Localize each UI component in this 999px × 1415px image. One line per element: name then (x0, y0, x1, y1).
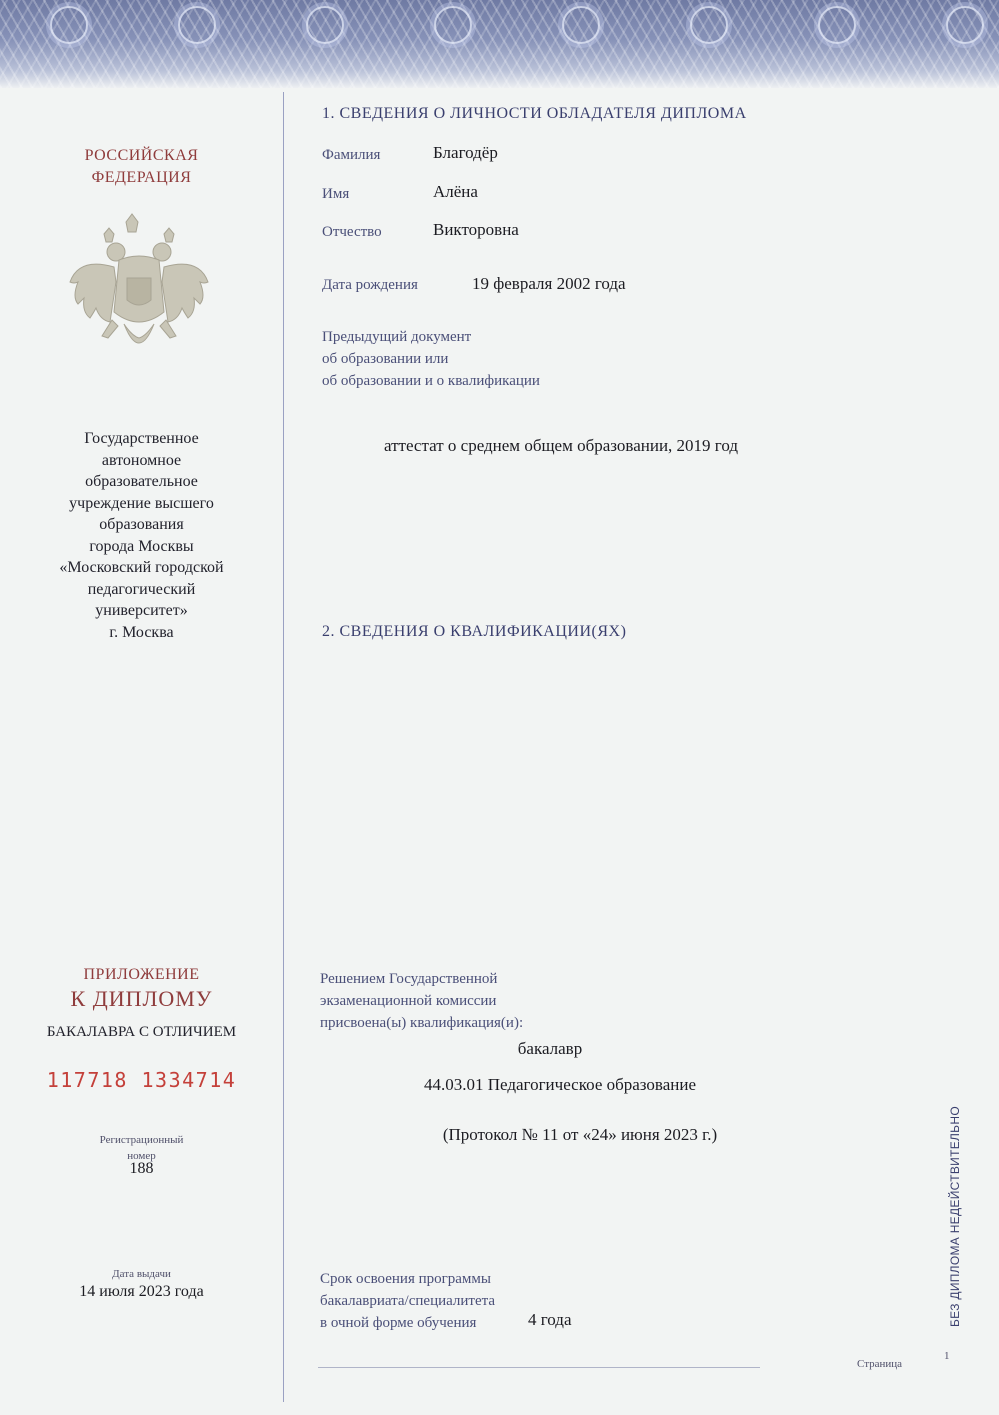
country-line: ФЕДЕРАЦИЯ (91, 169, 192, 186)
surname-label: Фамилия (322, 147, 381, 163)
duration-label-line: бакалавриата/специалитета (320, 1293, 496, 1309)
page-number: 1 (944, 1350, 950, 1362)
organization-line: педагогический (87, 580, 196, 598)
duration-label-line: в очной форме обучения (320, 1315, 477, 1331)
patronymic-value: Викторовна (433, 220, 519, 239)
rosette-ornament (178, 6, 216, 44)
duration-label-line: Срок освоения программы (320, 1271, 491, 1287)
appendix-title: ПРИЛОЖЕНИЕ (83, 966, 200, 983)
decision-label-line: экзаменационной комиссии (320, 993, 497, 1009)
duration-value: 4 года (528, 1310, 572, 1329)
registration-number: 188 (129, 1160, 154, 1177)
name-value: Алёна (433, 182, 478, 201)
organization-line: образовательное (85, 473, 198, 490)
previous-document-value: аттестат о среднем общем образовании, 2019 год (384, 436, 739, 455)
rosette-ornament (50, 6, 88, 44)
footer-line (318, 1367, 760, 1368)
issue-date: 14 июля 2023 года (79, 1283, 204, 1300)
qualification-value: бакалавр (517, 1039, 583, 1058)
birth-date-value: 19 февраля 2002 года (472, 274, 626, 293)
organization-line: Государственное (84, 430, 199, 447)
appendix-subtitle: К ДИПЛОМУ (70, 986, 213, 1011)
previous-document-label (322, 326, 540, 392)
organization-line: города Москвы (89, 537, 194, 555)
surname-value: Благодёр (433, 143, 498, 162)
page-label: Страница (857, 1358, 903, 1370)
birth-date-label: Дата рождения (322, 277, 418, 293)
country-line: РОССИЙСКАЯ (84, 147, 199, 164)
column-divider (283, 92, 284, 1402)
section2-heading: 2. СВЕДЕНИЯ О КВАЛИФИКАЦИИ(ЯХ) (322, 623, 627, 640)
rosette-ornament (306, 6, 344, 44)
previous-document-label-line: Предыдущий документ (322, 329, 472, 345)
security-banner (0, 0, 999, 88)
rosette-ornament (946, 6, 984, 44)
organization-line: учреждение высшего (69, 494, 214, 512)
registration-label-line: Регистрационный (99, 1134, 184, 1146)
rosette-ornament (690, 6, 728, 44)
previous-document-label-line: об образовании и о квалификации (322, 373, 540, 389)
organization-line: автономное (101, 451, 182, 469)
coat-of-arms-icon (64, 212, 214, 372)
organization-line: университет» (95, 602, 188, 619)
degree-type: БАКАЛАВРА С ОТЛИЧИЕМ (46, 1024, 237, 1040)
organization-line: г. Москва (109, 623, 174, 641)
validity-note: БЕЗ ДИПЛОМА НЕДЕЙСТВИТЕЛЬНО (948, 1106, 962, 1327)
organization-name (0, 428, 283, 643)
organization-line: «Московский городской (59, 559, 224, 576)
organization-line: образования (99, 516, 184, 533)
rosette-ornament (818, 6, 856, 44)
program-value: 44.03.01 Педагогическое образование (423, 1075, 697, 1094)
rosette-ornament (562, 6, 600, 44)
decision-label (320, 968, 523, 1034)
rosette-ornament (434, 6, 472, 44)
decision-label-line: присвоена(ы) квалификация(и): (320, 1015, 524, 1031)
issue-date-label: Дата выдачи (112, 1268, 171, 1280)
patronymic-label: Отчество (322, 224, 382, 240)
decision-label-line: Решением Государственной (320, 971, 498, 987)
name-label: Имя (322, 186, 350, 202)
country-title (0, 145, 283, 189)
duration-label (320, 1268, 495, 1334)
previous-document-label-line: об образовании или (322, 351, 449, 367)
serial-number: 117718 1334714 (46, 1068, 237, 1092)
section1-heading: 1. СВЕДЕНИЯ О ЛИЧНОСТИ ОБЛАДАТЕЛЯ ДИПЛОМА (322, 105, 747, 122)
protocol-value: (Протокол № 11 от «24» июня 2023 г.) (442, 1125, 718, 1144)
registration-label-line: номер (127, 1150, 156, 1162)
